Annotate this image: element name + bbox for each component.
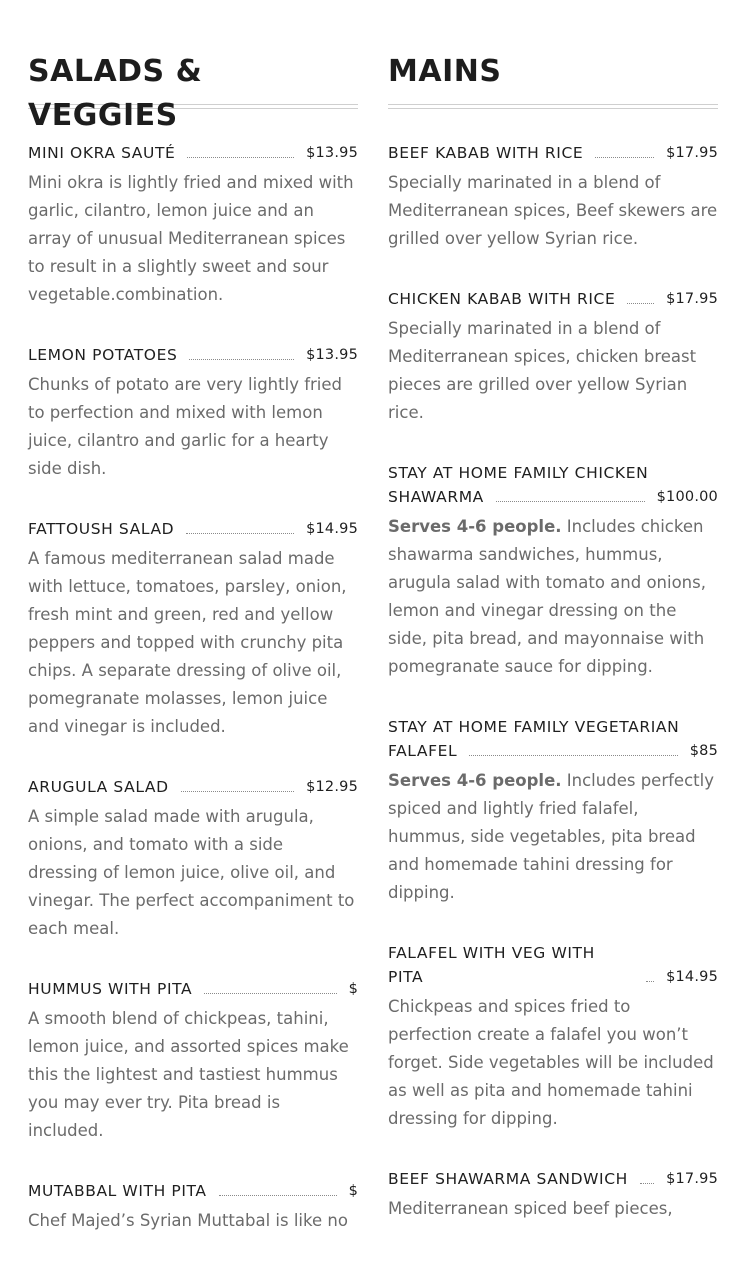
menu-item-description: Chunks of potato are very lightly fried to perfection and mixed with lemon juice, cilantro and garlic for a hearty side dish. bbox=[28, 375, 342, 478]
menu-item-price: $12.95 bbox=[306, 779, 358, 795]
menu-item-description: Mediterranean spiced beef pieces, bbox=[388, 1199, 673, 1218]
menu-item-name-row bbox=[388, 739, 718, 763]
menu-item-description: Mini okra is lightly fried and mixed with garlic, cilantro, lemon juice and an array of unusual Mediterranean spices to result in a slightly sweet and sour vegetable.combination. bbox=[28, 173, 354, 304]
menu-item-name: MINI OKRA SAUTÉ bbox=[28, 144, 176, 162]
menu-item-header bbox=[28, 775, 358, 799]
dotted-leader bbox=[627, 303, 654, 304]
menu-item-name-row bbox=[388, 485, 718, 509]
menu-item-name: ARUGULA SALAD bbox=[28, 778, 169, 796]
menu-item-price: $14.95 bbox=[306, 521, 358, 537]
menu-item-price: $ bbox=[348, 981, 358, 997]
section-divider bbox=[388, 104, 718, 109]
menu-item-beef-kabab bbox=[388, 141, 718, 253]
menu-item-header bbox=[388, 461, 718, 509]
menu-item-mini-okra bbox=[28, 141, 358, 309]
menu-item-header bbox=[28, 343, 358, 367]
menu-item-price: $13.95 bbox=[306, 347, 358, 363]
menu-item-price: $17.95 bbox=[666, 1171, 718, 1187]
menu-item-header bbox=[28, 1179, 358, 1203]
dotted-leader bbox=[646, 981, 654, 982]
menu-item-description bbox=[388, 513, 718, 681]
menu-item-header bbox=[28, 517, 358, 541]
menu-item-name-line1: STAY AT HOME FAMILY VEGETARIAN bbox=[388, 718, 680, 736]
menu-item-price: $100.00 bbox=[656, 489, 718, 505]
dotted-leader bbox=[187, 157, 294, 158]
menu-item-header bbox=[388, 715, 718, 763]
menu-item-hummus-with-pita bbox=[28, 977, 358, 1145]
menu-item-header bbox=[388, 287, 718, 311]
dotted-leader bbox=[595, 157, 654, 158]
menu-item-price: $14.95 bbox=[666, 969, 718, 985]
dotted-leader bbox=[496, 501, 645, 502]
section-title-mains: MAINS bbox=[388, 54, 502, 89]
dotted-leader bbox=[181, 791, 294, 792]
menu-item-name-line2: SHAWARMA bbox=[388, 488, 484, 506]
menu-item-falafel-with-veg bbox=[388, 941, 718, 1133]
menu-item-family-vegetarian-falafel bbox=[388, 715, 718, 907]
menu-item-mutabbal-with-pita bbox=[28, 1179, 358, 1235]
menu-item-name: FALAFEL WITH VEG WITH PITA bbox=[388, 944, 595, 986]
salads-veggies-section bbox=[28, 50, 358, 1269]
serving-note: Serves 4-6 people. bbox=[388, 517, 562, 536]
menu-item-list bbox=[28, 141, 358, 1235]
menu-item-description-text: Includes chicken shawarma sandwiches, hummus, arugula salad with tomato and onions, lemon and vinegar dressing on the side, pita bread, and mayonnaise with pomegranate sauce for dipping. bbox=[388, 517, 706, 676]
menu-item-name: CHICKEN KABAB WITH RICE bbox=[388, 290, 616, 308]
menu-item-name-line2: FALAFEL bbox=[388, 742, 458, 760]
menu-item-beef-shawarma-sandwich bbox=[388, 1167, 718, 1223]
menu-item-name-line1: STAY AT HOME FAMILY CHICKEN bbox=[388, 464, 649, 482]
dotted-leader bbox=[219, 1195, 337, 1196]
menu-item-lemon-potatoes bbox=[28, 343, 358, 483]
menu-item-price: $13.95 bbox=[306, 145, 358, 161]
menu-item-name: BEEF KABAB WITH RICE bbox=[388, 144, 584, 162]
dotted-leader bbox=[204, 993, 336, 994]
menu-item-arugula-salad bbox=[28, 775, 358, 943]
menu-item-fattoush-salad bbox=[28, 517, 358, 741]
menu-item-name: HUMMUS WITH PITA bbox=[28, 980, 193, 998]
menu-item-description: Specially marinated in a blend of Mediterranean spices, Beef skewers are grilled over yellow Syrian rice. bbox=[388, 173, 718, 248]
menu-item-description bbox=[388, 767, 718, 907]
dotted-leader bbox=[186, 533, 294, 534]
dotted-leader bbox=[189, 359, 294, 360]
dotted-leader bbox=[640, 1183, 654, 1184]
menu-item-description: Specially marinated in a blend of Mediterranean spices, chicken breast pieces are grilled over yellow Syrian rice. bbox=[388, 319, 697, 422]
menu-item-description: Chef Majed’s Syrian Muttabal is like no bbox=[28, 1211, 348, 1230]
menu-item-name: BEEF SHAWARMA SANDWICH bbox=[388, 1170, 628, 1188]
section-title-salads: SALADS & VEGGIES bbox=[28, 54, 203, 133]
menu-item-family-chicken-shawarma bbox=[388, 461, 718, 681]
menu-item-header bbox=[388, 941, 718, 989]
dotted-leader bbox=[469, 755, 677, 756]
serving-note: Serves 4-6 people. bbox=[388, 771, 562, 790]
menu-item-list bbox=[388, 141, 718, 1223]
menu-item-description: A simple salad made with arugula, onions, and tomato with a side dressing of lemon juice, olive oil, and vinegar. The perfect accompaniment to each meal. bbox=[28, 807, 355, 938]
menu-item-description: A famous mediterranean salad made with lettuce, tomatoes, parsley, onion, fresh mint and green, red and yellow peppers and topped with crunchy pita chips. A separate dressing of olive oil, pomegranate molasses, lemon juice and vinegar is included. bbox=[28, 549, 347, 736]
menu-item-name: LEMON POTATOES bbox=[28, 346, 178, 364]
mains-section bbox=[388, 50, 718, 1257]
menu-item-header bbox=[388, 1167, 718, 1191]
menu-item-chicken-kabab bbox=[388, 287, 718, 427]
menu-item-description: Chickpeas and spices fried to perfection create a falafel you won’t forget. Side vegetables will be included as well as pita and homemade tahini dressing for dipping. bbox=[388, 997, 714, 1128]
menu-item-price: $17.95 bbox=[666, 145, 718, 161]
menu-item-header bbox=[388, 141, 718, 165]
menu-item-price: $85 bbox=[689, 743, 718, 759]
menu-item-price: $ bbox=[348, 1183, 358, 1199]
menu-item-header bbox=[28, 141, 358, 165]
menu-item-name: FATTOUSH SALAD bbox=[28, 520, 175, 538]
menu-item-price: $17.95 bbox=[666, 291, 718, 307]
menu-item-name: MUTABBAL WITH PITA bbox=[28, 1182, 207, 1200]
menu-item-header bbox=[28, 977, 358, 1001]
menu-item-description-text: Includes perfectly spiced and lightly fried falafel, hummus, side vegetables, pita bread and homemade tahini dressing for dipping. bbox=[388, 771, 714, 902]
menu-item-description: A smooth blend of chickpeas, tahini, lemon juice, and assorted spices make this the lightest and tastiest hummus you may ever try. Pita bread is included. bbox=[28, 1009, 349, 1140]
